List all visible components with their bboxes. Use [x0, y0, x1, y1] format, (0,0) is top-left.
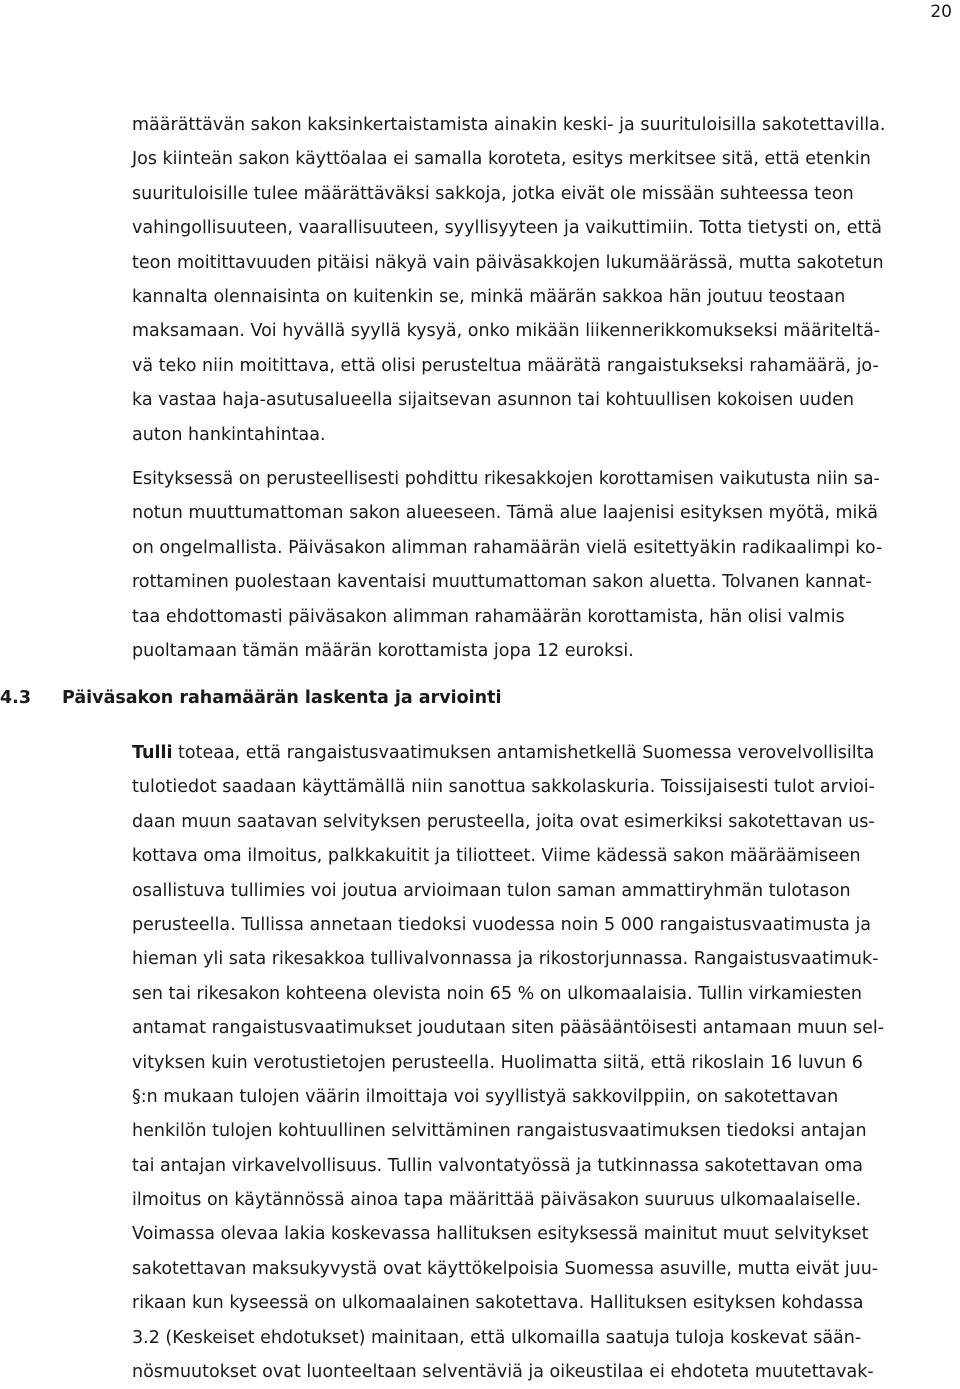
paragraph-line: maksamaan. Voi hyvällä syyllä kysyä, onko mikään liikennerikkomukseksi määriteltä- [132, 321, 881, 342]
paragraph-line: rikaan kun kyseessä on ulkomaalainen sakotettava. Hallituksen esityksen kohdassa [132, 1293, 864, 1314]
paragraph-line: taa ehdottomasti päiväsakon alimman rahamäärän korottamista, hän olisi valmis [132, 606, 845, 627]
paragraph-line: perusteella. Tullissa annetaan tiedoksi vuodessa noin 5 000 rangaistusvaatimusta ja [132, 914, 872, 935]
paragraph-line: puoltamaan tämän määrän korottamista jopa 12 euroksi. [132, 640, 634, 661]
paragraph-line: ka vastaa haja-asutusalueella sijaitsevan asunnon tai kohtuullisen kokoisen uuden [132, 390, 854, 411]
paragraph-line: tulotiedot saadaan käyttämällä niin sanottua sakkolaskuria. Toissijaisesti tulot arvioi- [132, 777, 875, 798]
lead-line-text: toteaa, että rangaistusvaatimuksen antamishetkellä Suomessa verovelvollisilta [172, 743, 875, 763]
section-title: Päiväsakon rahamäärän laskenta ja arviointi [62, 688, 502, 708]
paragraph-line: suurituloisille tulee määrättäväksi sakkoja, jotka eivät ole missään suhteessa teon [132, 183, 854, 204]
paragraph-line: on ongelmallista. Päiväsakon alimman rahamäärän vielä esitettyäkin radikaalimpi ko- [132, 537, 883, 558]
section-heading [0, 681, 501, 715]
paragraph-line: sen tai rikesakon kohteena olevista noin 65 % on ulkomaalaisia. Tullin virkamiesten [132, 983, 862, 1004]
paragraph-line: antamat rangaistusvaatimukset joudutaan siten pääsääntöisesti antamaan muun sel- [132, 1018, 885, 1039]
section-number: 4.3 [0, 688, 32, 708]
paragraph-line: Jos kiinteän sakon käyttöalaa ei samalla koroteta, esitys merkitsee sitä, että etenkin [132, 149, 871, 170]
paragraph-line: ilmoitus on käytännössä ainoa tapa määrittää päiväsakon suuruus ulkomaalaiselle. [132, 1190, 862, 1211]
paragraph-line: teon moitittavuuden pitäisi näkyä vain päiväsakkojen lukumäärässä, mutta sakotetun [132, 252, 884, 273]
paragraph-line [132, 736, 958, 770]
paragraph-line: osallistuva tullimies voi joutua arvioimaan tulon saman ammattiryhmän tulotason [132, 880, 851, 901]
paragraph-line: §:n mukaan tulojen väärin ilmoittaja voi syyllistyä sakkovilppiin, on sakotettavan [132, 1086, 839, 1107]
paragraph-line: sakotettavan maksukyvystä ovat käyttökelpoisia Suomessa asuville, mutta eivät juu- [132, 1258, 879, 1279]
paragraph-line: kottava oma ilmoitus, palkkakuitit ja tiliotteet. Viime kädessä sakon määräämiseen [132, 846, 861, 867]
paragraph-line: auton hankintahintaa. [132, 424, 326, 445]
lead-term: Tulli [132, 743, 173, 763]
paragraph-1 [132, 108, 958, 452]
paragraph-2 [132, 462, 958, 668]
page-number: 20 [930, 2, 952, 22]
paragraph-line: tai antajan virkavelvollisuus. Tullin valvontatyössä ja tutkinnassa sakotettavan oma [132, 1155, 864, 1176]
paragraph-line: daan muun saatavan selvityksen perusteella, joita ovat esimerkiksi sakotettavan us- [132, 811, 875, 832]
paragraph-line: nösmuutokset ovat luonteeltaan selventäviä ja oikeustilaa ei ehdoteta muutettavak- [132, 1362, 874, 1383]
paragraph-line: notun muuttumattoman sakon alueeseen. Tämä alue laajenisi esityksen myötä, mikä [132, 503, 878, 524]
paragraph-line: vityksen kuin verotustietojen perusteella. Huolimatta siitä, että rikoslain 16 luvun 6 [132, 1052, 863, 1073]
paragraph-line: hieman yli sata rikesakkoa tullivalvonnassa ja rikostorjunnassa. Rangaistusvaatimuk- [132, 949, 879, 970]
paragraph-line: kannalta olennaisinta on kuitenkin se, minkä määrän sakkoa hän joutuu teostaan [132, 286, 846, 307]
paragraph-line: vahingollisuuteen, vaarallisuuteen, syyllisyyteen ja vaikuttimiin. Totta tietysti on, että [132, 218, 882, 239]
paragraph-line: vä teko niin moitittava, että olisi perusteltua määrätä rangaistukseksi rahamäärä, jo- [132, 355, 879, 376]
paragraph-3 [132, 736, 958, 1389]
paragraph-line: Voimassa olevaa lakia koskevassa hallituksen esityksessä mainitut muut selvitykset [132, 1224, 869, 1245]
paragraph-line: määrättävän sakon kaksinkertaistamista ainakin keski- ja suurituloisilla sakotettavilla. [132, 115, 886, 135]
paragraph-line: Esityksessä on perusteellisesti pohdittu rikesakkojen korottamisen vaikutusta niin sa- [132, 469, 880, 489]
paragraph-line: henkilön tulojen kohtuullinen selvittäminen rangaistusvaatimuksen tiedoksi antajan [132, 1121, 867, 1142]
paragraph-line: 3.2 (Keskeiset ehdotukset) mainitaan, että ulkomailla saatuja tuloja koskevat sään- [132, 1327, 862, 1348]
paragraph-line: rottaminen puolestaan kaventaisi muuttumattoman sakon aluetta. Tolvanen kannat- [132, 572, 872, 593]
